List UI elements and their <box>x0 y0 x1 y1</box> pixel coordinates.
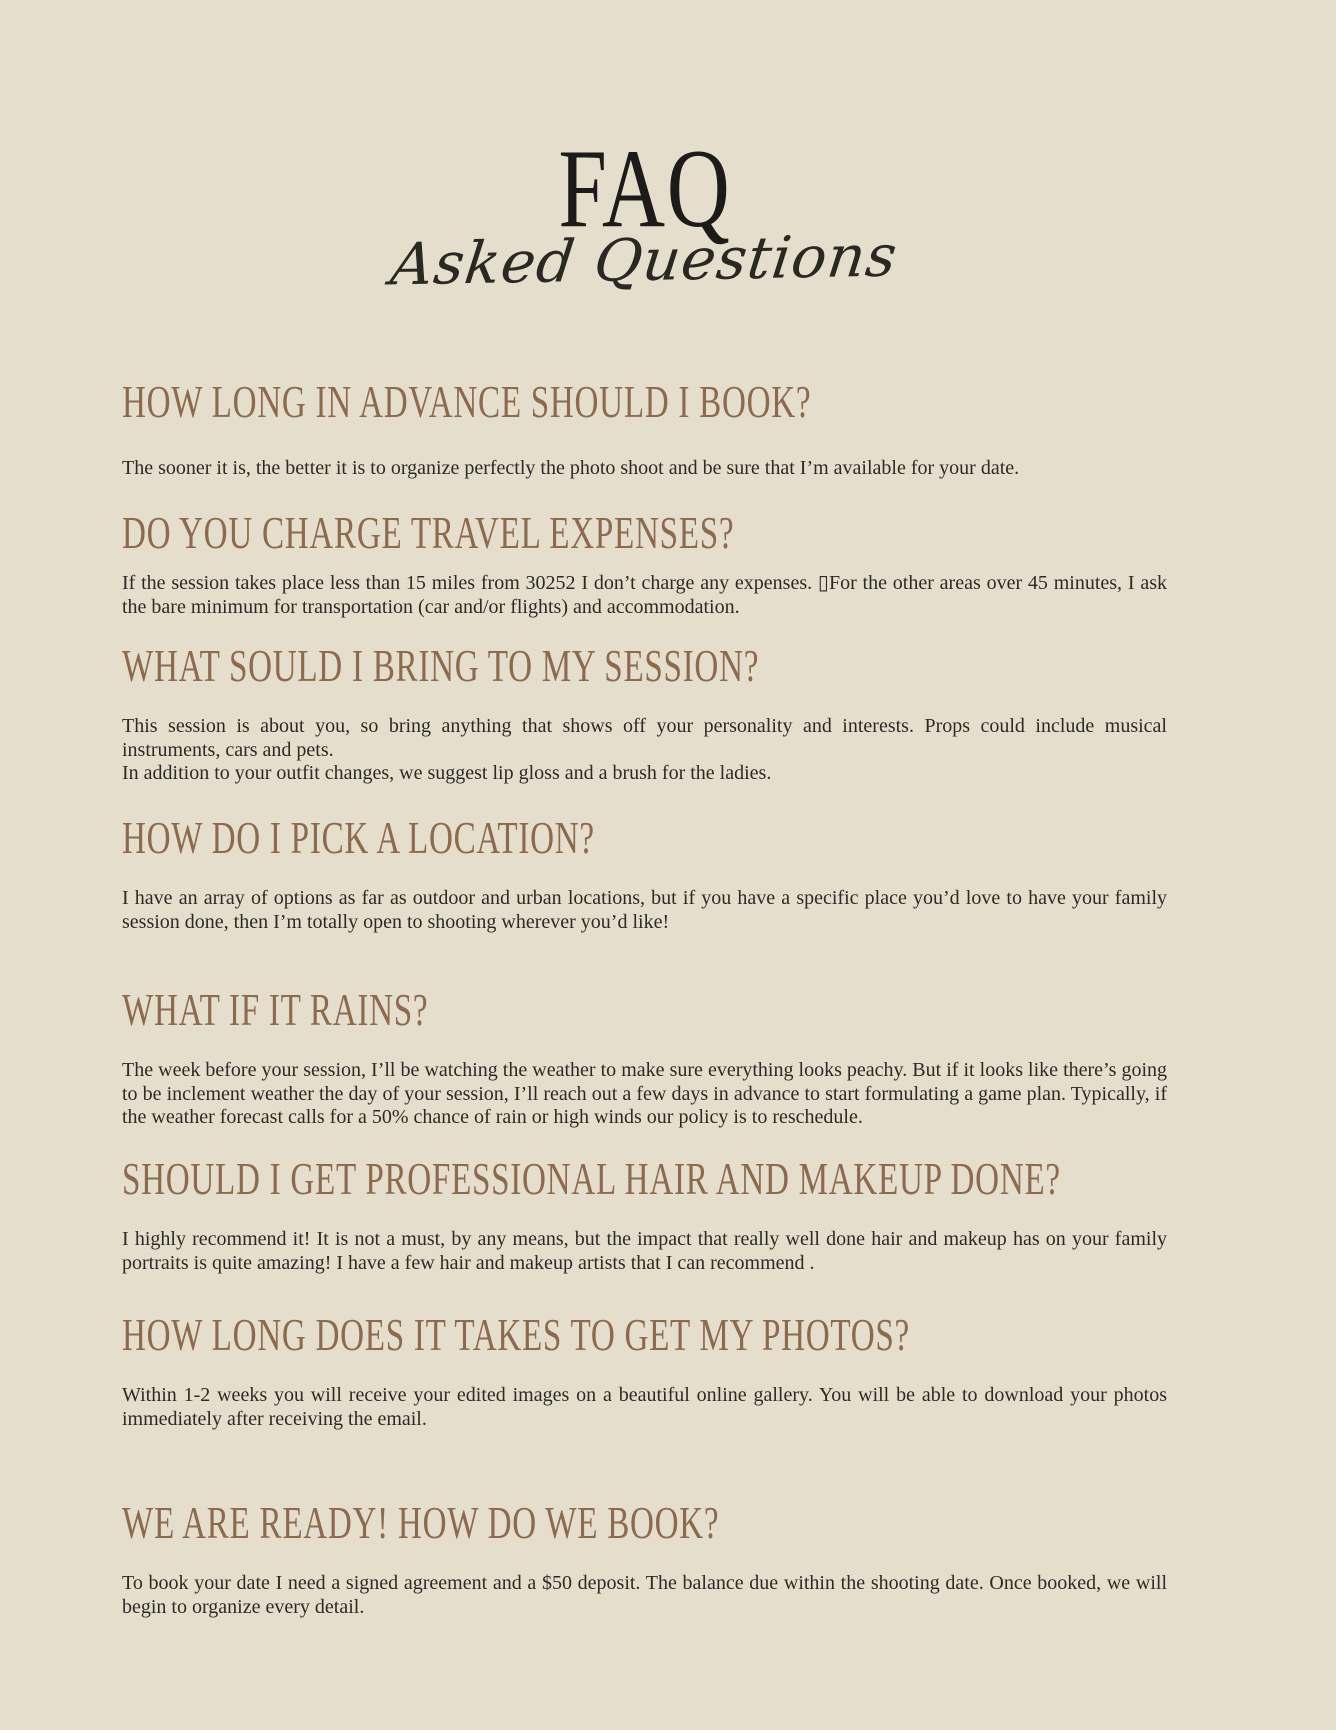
section-heading: WHAT IF IT RAINS? <box>122 984 429 1036</box>
page-subtitle-script <box>122 221 1167 299</box>
faq-section-rain <box>122 984 1167 1129</box>
faq-section-pick-location <box>122 812 1167 934</box>
page-title-text: FAQ <box>558 127 731 251</box>
faq-section-how-to-book <box>122 1497 1167 1619</box>
faq-section-travel-expenses <box>122 507 1167 619</box>
faq-section-hair-makeup <box>122 1153 1167 1275</box>
faq-section-what-to-bring <box>122 640 1167 785</box>
section-paragraph: I have an array of options as far as outdoor and urban locations, but if you have a specific place you’d love to have your family session done, then I’m totally open to shooting wherever you’d like! <box>122 887 1167 933</box>
section-paragraph: In addition to your outfit changes, we suggest lip gloss and a brush for the ladies. <box>122 762 772 785</box>
faq-section-photo-delivery <box>122 1309 1167 1431</box>
title-block <box>122 127 1167 299</box>
faq-section-booking-advance <box>122 376 1167 480</box>
section-heading: HOW DO I PICK A LOCATION? <box>122 812 595 864</box>
section-heading: WE ARE READY! HOW DO WE BOOK? <box>122 1497 720 1549</box>
faq-content <box>122 376 1167 1619</box>
section-heading: HOW LONG IN ADVANCE SHOULD I BOOK? <box>122 376 812 427</box>
section-paragraph: Within 1-2 weeks you will receive your edited images on a beautiful online gallery. You will be able to download your photos immediately after receiving the email. <box>122 1384 1167 1430</box>
section-paragraph: To book your date I need a signed agreement and a $50 deposit. The balance due within the shooting date. Once booked, we will begin to organize every detail. <box>122 1572 1167 1618</box>
section-paragraph: The week before your session, I’ll be watching the weather to make sure everything looks peachy. But if it looks like there’s going to be inclement weather the day of your session, I’ll reach out a few days in advance to start formulating a game plan. Typically, if the weather forecast calls for a 50% chance of rain or high winds our policy is to reschedule. <box>122 1059 1167 1129</box>
section-heading: HOW LONG DOES IT TAKES TO GET MY PHOTOS? <box>122 1309 910 1361</box>
section-paragraph: If the session takes place less than 15 miles from 30252 I don’t charge any expenses. ▯For the other areas over 45 minutes, I ask the bare minimum for transportation (car and/or flights) and accommodation. <box>122 572 1167 618</box>
section-heading: WHAT SOULD I BRING TO MY SESSION? <box>122 640 760 692</box>
section-paragraph: This session is about you, so bring anything that shows off your personality and interests. Props could include musical instruments, cars and pets. <box>122 715 1167 761</box>
section-heading: SHOULD I GET PROFESSIONAL HAIR AND MAKEUP DONE? <box>122 1153 1061 1205</box>
section-paragraph: I highly recommend it! It is not a must, by any means, but the impact that really well done hair and makeup has on your family portraits is quite amazing! I have a few hair and makeup artists that I can recommend . <box>122 1228 1167 1274</box>
page-title <box>122 127 1167 251</box>
section-heading: DO YOU CHARGE TRAVEL EXPENSES? <box>122 507 735 559</box>
page-subtitle-text: Asked Questions <box>387 221 902 299</box>
section-paragraph: The sooner it is, the better it is to organize perfectly the photo shoot and be sure that I’m available for your date. <box>122 457 1020 479</box>
